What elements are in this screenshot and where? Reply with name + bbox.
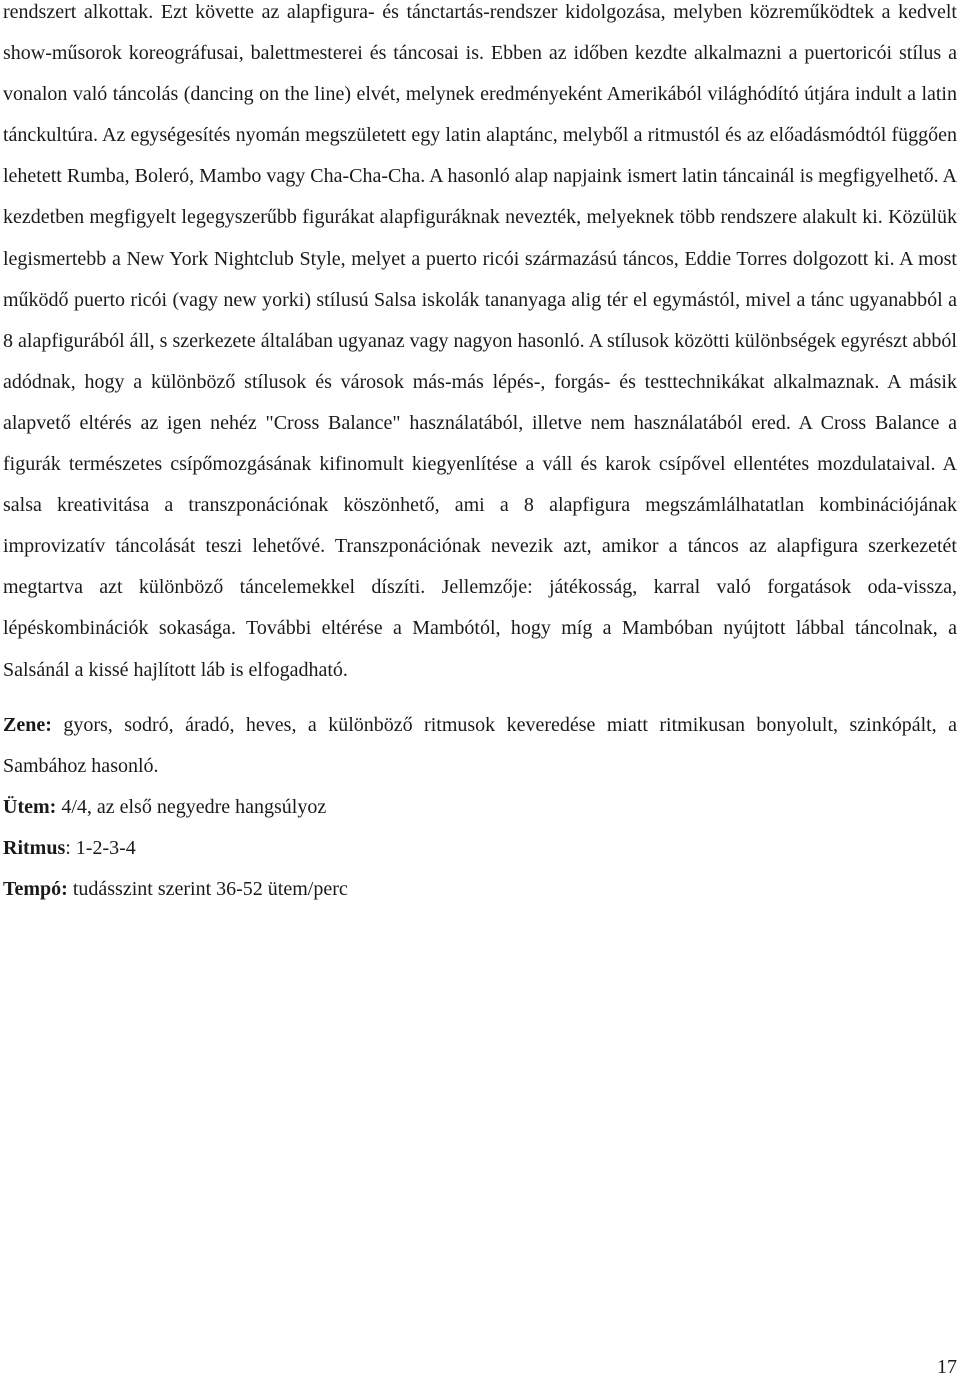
spec-rhythm-value: : 1-2-3-4 <box>65 836 136 859</box>
spec-music <box>3 705 957 787</box>
spec-tempo-value: tudásszint szerint 36-52 ütem/perc <box>67 877 348 900</box>
spec-music-label: Zene: <box>3 713 52 736</box>
spec-rhythm <box>3 828 957 869</box>
page-number: 17 <box>937 1356 957 1378</box>
main-paragraph: rendszert alkottak. Ezt követte az alapfigura- és tánctartás-rendszer kidolgozása, melyben közreműködtek a kedvelt show-műsorok koreográfusai, balettmesterei és táncosai is. Ebben az időben kezdte alkalmazni a puertoricói stílus a vonalon való táncolás (dancing on the line) elvét, melynek eredményeként Amerikából világhódító útjára indult a latin tánckultúra. Az egységesítés nyomán megszületett egy latin alaptánc, melyből a ritmustól és az előadásmódtól függően lehetett Rumba, Boleró, Mambo vagy Cha-Cha-Cha. A hasonló alap napjaink ismert latin táncainál is megfigyelhető. A kezdetben megfigyelt legegyszerűbb figurákat alapfiguráknak nevezték, melyeknek több rendszere alakult ki. Közülük legismertebb a New York Nightclub Style, melyet a puerto ricói származású táncos, Eddie Torres dolgozott ki. A most működő puerto ricói (vagy new yorki) stílusú Salsa iskolák tananyaga alig tér el egymástól, mivel a tánc ugyanabból a 8 alapfigurából áll, s szerkezete általában ugyanaz vagy nagyon hasonló. A stílusok közötti különbségek egyrészt abból adódnak, hogy a különböző stílusok és városok más-más lépés-, forgás- és testtechnikákat alkalmaznak. A másik alapvető eltérés az igen nehéz "Cross Balance" használatából, illetve nem használatából ered. A Cross Balance a figurák természetes csípőmozgásának kifinomult kiegyenlítése a váll és karok csípővel ellentétes mozdulataival. A salsa kreativitása a transzponációnak köszönhető, ami a 8 alapfigura megszámlálhatatlan kombinációjának improvizatív táncolását teszi lehetővé. Transzponációnak nevezik azt, amikor a táncos az alapfigura szerkezetét megtartva azt különböző táncelemekkel díszíti. Jellemzője: játékosság, karral való forgatások oda-vissza, lépéskombinációk sokasága. További eltérése a Mambótól, hogy míg a Mambóban nyújtott lábbal táncolnak, a Salsánál a kissé hajlított láb is elfogadható. <box>3 1 957 681</box>
document-page <box>3 0 957 910</box>
spec-meter <box>3 787 957 828</box>
paragraph-spacer <box>3 691 957 705</box>
spec-tempo <box>3 869 957 910</box>
spec-rhythm-label: Ritmus <box>3 836 66 859</box>
spec-meter-label: Ütem: <box>3 795 57 818</box>
spec-meter-value: 4/4, az első negyedre hangsúlyoz <box>56 795 327 818</box>
spec-tempo-label: Tempó: <box>3 877 68 900</box>
spec-music-value: gyors, sodró, áradó, heves, a különböző ritmusok keveredése miatt ritmikusan bonyolult, szinkópált, a Sambához hasonló. <box>3 713 957 777</box>
